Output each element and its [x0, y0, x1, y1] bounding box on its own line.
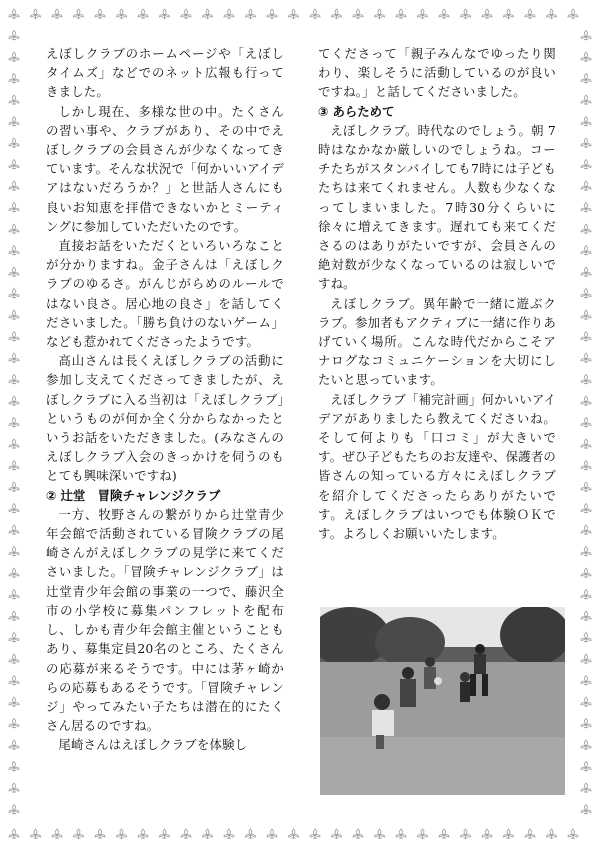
- fleur-de-lis-icon: [9, 611, 19, 621]
- fleur-de-lis-icon: [74, 829, 84, 839]
- fleur-de-lis-icon: [9, 310, 19, 320]
- fleur-de-lis-icon: [9, 633, 19, 643]
- fleur-de-lis-icon: [547, 9, 557, 19]
- fleur-de-lis-icon: [267, 9, 277, 19]
- park-scene-image: [320, 607, 565, 795]
- fleur-de-lis-icon: [581, 181, 591, 191]
- fleur-de-lis-icon: [31, 9, 41, 19]
- fleur-de-lis-icon: [581, 31, 591, 41]
- fleur-de-lis-icon: [9, 224, 19, 234]
- fleur-de-lis-icon: [581, 375, 591, 385]
- section-number: ②: [46, 487, 57, 503]
- fleur-de-lis-icon: [9, 9, 19, 19]
- fleur-de-lis-icon: [52, 829, 62, 839]
- paragraph: てくださって「親子みんなでゆったり関わり、楽しそうに活動しているのが良いですね。」と話してくださいました。: [318, 46, 556, 100]
- fleur-de-lis-icon: [117, 829, 127, 839]
- fleur-de-lis-icon: [581, 52, 591, 62]
- fleur-de-lis-icon: [267, 829, 277, 839]
- fleur-de-lis-icon: [581, 353, 591, 363]
- fleur-de-lis-icon: [482, 829, 492, 839]
- fleur-de-lis-icon: [581, 676, 591, 686]
- fleur-de-lis-icon: [9, 783, 19, 793]
- fleur-de-lis-icon: [568, 9, 578, 19]
- fleur-de-lis-icon: [310, 9, 320, 19]
- paragraph: えぼしクラブ。異年齢で一緒に遊ぶクラブ。参加者もアクティブに一緒に作りあげていく場所。こんな時代だからこそアナログなコミュニケーションを大切にしたいと思っています。: [318, 295, 556, 388]
- fleur-de-lis-icon: [581, 224, 591, 234]
- fleur-de-lis-icon: [581, 310, 591, 320]
- fleur-de-lis-icon: [353, 9, 363, 19]
- fleur-de-lis-icon: [9, 332, 19, 342]
- fleur-de-lis-icon: [224, 9, 234, 19]
- fleur-de-lis-icon: [95, 829, 105, 839]
- fleur-de-lis-icon: [332, 829, 342, 839]
- fleur-de-lis-icon: [9, 375, 19, 385]
- fleur-de-lis-icon: [581, 138, 591, 148]
- fleur-de-lis-icon: [581, 117, 591, 127]
- fleur-de-lis-icon: [52, 9, 62, 19]
- fleur-de-lis-icon: [224, 829, 234, 839]
- fleur-de-lis-icon: [482, 9, 492, 19]
- fleur-de-lis-icon: [581, 783, 591, 793]
- fleur-de-lis-icon: [396, 9, 406, 19]
- paragraph: えぼしクラブ。時代なのでしょう。朝 7 時はなかなか厳しいのでしょうね。コーチたちがスタンバイしても7時には子どもたちは来てくれません。人数も少なくなってしまいました。7時30分くらいに徐々に増えてきます。遅れても来てくださるのはありがたいですが、会員さんの絶対数が少なくなっているのは寂しいですね。: [318, 122, 556, 292]
- fleur-de-lis-icon: [581, 568, 591, 578]
- fleur-de-lis-icon: [203, 9, 213, 19]
- fleur-de-lis-icon: [9, 525, 19, 535]
- fleur-de-lis-icon: [439, 829, 449, 839]
- fleur-de-lis-icon: [375, 9, 385, 19]
- fleur-de-lis-icon: [581, 547, 591, 557]
- fleur-de-lis-icon: [525, 829, 535, 839]
- fleur-de-lis-icon: [581, 805, 591, 815]
- fleur-de-lis-icon: [9, 547, 19, 557]
- fleur-de-lis-icon: [568, 829, 578, 839]
- fleur-de-lis-icon: [9, 482, 19, 492]
- fleur-de-lis-icon: [181, 9, 191, 19]
- fleur-de-lis-icon: [9, 504, 19, 514]
- fleur-de-lis-icon: [353, 829, 363, 839]
- fleur-de-lis-icon: [581, 203, 591, 213]
- fleur-de-lis-icon: [504, 9, 514, 19]
- fleur-de-lis-icon: [74, 9, 84, 19]
- fleur-de-lis-icon: [117, 9, 127, 19]
- fleur-de-lis-icon: [203, 829, 213, 839]
- fleur-de-lis-icon: [581, 504, 591, 514]
- section-heading-2: [46, 486, 284, 505]
- fleur-de-lis-icon: [289, 829, 299, 839]
- section-heading-3: [318, 102, 556, 121]
- fleur-de-lis-icon: [581, 482, 591, 492]
- paragraph: 直接お話をいただくといろいろなことが分かりますね。金子さんは「えぼしクラブのゆるさ。がんじがらめのルールではない良さ。居心地の良さ」を話してくださいました。「勝ち負けのないゲーム」なども惹かれてくださったようです。: [46, 238, 284, 350]
- fleur-de-lis-icon: [504, 829, 514, 839]
- fleur-de-lis-icon: [581, 740, 591, 750]
- fleur-de-lis-icon: [581, 439, 591, 449]
- fleur-de-lis-icon: [9, 740, 19, 750]
- fleur-de-lis-icon: [418, 9, 428, 19]
- fleur-de-lis-icon: [160, 9, 170, 19]
- fleur-de-lis-icon: [310, 829, 320, 839]
- activity-photo: [320, 607, 565, 795]
- fleur-de-lis-icon: [9, 568, 19, 578]
- fleur-de-lis-icon: [581, 525, 591, 535]
- fleur-de-lis-icon: [9, 418, 19, 428]
- paragraph: えぼしクラブのホームページや「えぼしタイムズ」などでのネット広報も行ってきました。: [46, 46, 284, 100]
- fleur-de-lis-icon: [581, 95, 591, 105]
- fleur-de-lis-icon: [9, 181, 19, 191]
- right-column: [318, 44, 556, 543]
- fleur-de-lis-icon: [375, 829, 385, 839]
- section-title: あらためて: [332, 103, 395, 119]
- section-title: 辻堂 冒険チャレンジクラブ: [60, 487, 221, 503]
- fleur-de-lis-icon: [9, 439, 19, 449]
- fleur-de-lis-icon: [581, 461, 591, 471]
- paragraph: 高山さんは長くえぼしクラブの活動に参加し支えてくださってきましたが、えぼしクラブに入る当初は「えぼしクラブ」というものが何か全く分からなかったというお話をいただきました。(みなさんのえぼしクラブ入会のきっかけを伺うのもとても興味深いですね): [46, 353, 284, 484]
- fleur-de-lis-icon: [396, 829, 406, 839]
- fleur-de-lis-icon: [581, 74, 591, 84]
- fleur-de-lis-icon: [581, 719, 591, 729]
- fleur-de-lis-icon: [9, 203, 19, 213]
- fleur-de-lis-icon: [9, 829, 19, 839]
- fleur-de-lis-icon: [461, 9, 471, 19]
- fleur-de-lis-icon: [9, 590, 19, 600]
- fleur-de-lis-icon: [9, 31, 19, 41]
- fleur-de-lis-icon: [581, 590, 591, 600]
- fleur-de-lis-icon: [9, 95, 19, 105]
- fleur-de-lis-icon: [581, 289, 591, 299]
- paragraph: えぼしクラブ「補完計画」何かいいアイデアがありましたら教えてくださいね。そして何よりも「口コミ」が大きいです。ぜひ子どもたちのお友達や、保護者の皆さんの知っている方々にえぼしクラブを紹介してくださったらありがたいです。えぼしクラブはいつでも体験ＯＫです。よろしくお願いいたします。: [318, 391, 556, 542]
- fleur-de-lis-icon: [461, 829, 471, 839]
- fleur-de-lis-icon: [9, 676, 19, 686]
- fleur-de-lis-icon: [9, 138, 19, 148]
- fleur-de-lis-icon: [160, 829, 170, 839]
- fleur-de-lis-icon: [581, 332, 591, 342]
- fleur-de-lis-icon: [581, 246, 591, 256]
- section-number: ③: [318, 103, 329, 119]
- fleur-de-lis-icon: [581, 654, 591, 664]
- fleur-de-lis-icon: [95, 9, 105, 19]
- fleur-de-lis-icon: [418, 829, 428, 839]
- fleur-de-lis-icon: [9, 74, 19, 84]
- fleur-de-lis-icon: [9, 353, 19, 363]
- fleur-de-lis-icon: [9, 762, 19, 772]
- paragraph: 尾崎さんはえぼしクラブを体験し: [58, 737, 248, 753]
- paragraph: 一方、牧野さんの繋がりから辻堂青少年会館で活動されている冒険クラブの尾崎さんがえぼしクラブの見学に来てくださいました。「冒険チャレンジクラブ」は辻堂青少年会館の事業の一つで、藤沢全市の小学校に募集パンフレットを配布し、しかも青少年会館主催ということもあり、募集定員20名のところ、たくさんの応募が来るそうです。中には茅ヶ崎からの応募もあるそうです。「冒険チャレンジ」やってみたい子たちは潜在的にたくさん居るのですね。: [46, 506, 284, 734]
- fleur-de-lis-icon: [581, 611, 591, 621]
- fleur-de-lis-icon: [581, 697, 591, 707]
- fleur-de-lis-icon: [525, 9, 535, 19]
- fleur-de-lis-icon: [9, 654, 19, 664]
- fleur-de-lis-icon: [9, 461, 19, 471]
- left-column: [46, 44, 284, 755]
- fleur-de-lis-icon: [9, 396, 19, 406]
- paragraph: しかし現在、多様な世の中。たくさんの習い事や、クラブがあり、その中でえぼしクラブの会員さんが少なくなってきています。そんな状況で「何かいいアイデアはないだろうか？」と世話人さんにも良いお知恵を拝借できないかとミーティングに参加していただいたのです。: [46, 103, 284, 234]
- fleur-de-lis-icon: [332, 9, 342, 19]
- fleur-de-lis-icon: [439, 9, 449, 19]
- fleur-de-lis-icon: [9, 52, 19, 62]
- fleur-de-lis-icon: [246, 829, 256, 839]
- fleur-de-lis-icon: [138, 829, 148, 839]
- fleur-de-lis-icon: [9, 160, 19, 170]
- fleur-de-lis-icon: [9, 719, 19, 729]
- fleur-de-lis-icon: [31, 829, 41, 839]
- fleur-de-lis-icon: [581, 160, 591, 170]
- fleur-de-lis-icon: [9, 697, 19, 707]
- fleur-de-lis-icon: [581, 762, 591, 772]
- fleur-de-lis-icon: [581, 267, 591, 277]
- fleur-de-lis-icon: [547, 829, 557, 839]
- fleur-de-lis-icon: [181, 829, 191, 839]
- fleur-de-lis-icon: [581, 633, 591, 643]
- fleur-de-lis-icon: [9, 267, 19, 277]
- fleur-de-lis-icon: [9, 805, 19, 815]
- fleur-de-lis-icon: [138, 9, 148, 19]
- fleur-de-lis-icon: [9, 117, 19, 127]
- fleur-de-lis-icon: [581, 396, 591, 406]
- fleur-de-lis-icon: [581, 418, 591, 428]
- fleur-de-lis-icon: [9, 246, 19, 256]
- fleur-de-lis-icon: [289, 9, 299, 19]
- fleur-de-lis-icon: [9, 289, 19, 299]
- fleur-de-lis-icon: [246, 9, 256, 19]
